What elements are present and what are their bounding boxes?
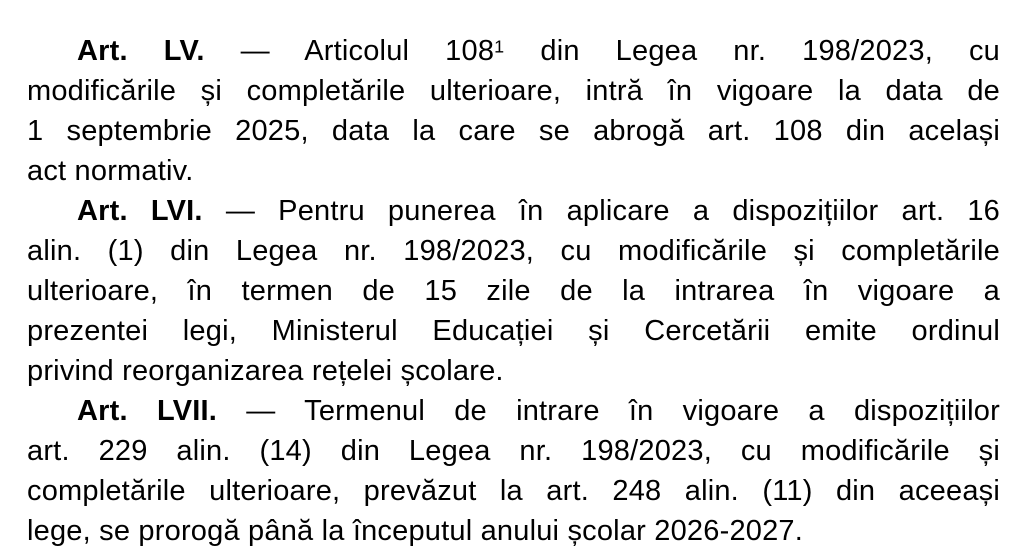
text-segment: — Termenul de intrare în vigoare a dispozițiilor xyxy=(217,395,1000,427)
text-line xyxy=(27,31,1000,71)
article-number-label: Art. LV. xyxy=(77,35,205,67)
text-segment: modificările și completările ulterioare, intră în vigoare la data de xyxy=(27,75,1000,107)
text-line xyxy=(27,431,1000,471)
text-segment: 1 septembrie 2025, data la care se abrogă art. 108 din același xyxy=(27,115,1000,147)
text-segment: — Articolul 108 xyxy=(204,35,495,67)
text-line xyxy=(27,351,1000,391)
text-segment: lege, se prorogă până la începutul anului școlar 2026-2027. xyxy=(27,515,804,547)
text-line xyxy=(27,311,1000,351)
text-line xyxy=(27,111,1000,151)
text-segment: ulterioare, în termen de 15 zile de la intrarea în vigoare a xyxy=(27,275,1000,307)
text-segment: — Pentru punerea în aplicare a dispozițiilor art. 16 xyxy=(202,195,1000,227)
article-number-label: Art. LVI. xyxy=(77,195,203,227)
superscript-index: 1 xyxy=(494,36,505,57)
text-line xyxy=(27,391,1000,431)
text-line xyxy=(27,511,1000,551)
text-segment: alin. (1) din Legea nr. 198/2023, cu modificările și completările xyxy=(27,235,1000,267)
text-segment: privind reorganizarea rețelei școlare. xyxy=(27,355,504,387)
text-line xyxy=(27,271,1000,311)
text-line xyxy=(27,471,1000,511)
text-segment: completările ulterioare, prevăzut la art. 248 alin. (11) din aceeași xyxy=(27,475,1000,507)
text-line xyxy=(27,231,1000,271)
text-segment: din Legea nr. 198/2023, cu xyxy=(504,35,1000,67)
article-number-label: Art. LVII. xyxy=(77,395,218,427)
text-segment: art. 229 alin. (14) din Legea nr. 198/2023, cu modificările și xyxy=(27,435,1000,467)
text-line xyxy=(27,151,1000,191)
document-body xyxy=(27,31,1000,551)
text-line xyxy=(27,71,1000,111)
text-segment: act normativ. xyxy=(27,155,194,187)
text-segment: prezentei legi, Ministerul Educației și Cercetării emite ordinul xyxy=(27,315,1000,347)
text-line xyxy=(27,191,1000,231)
